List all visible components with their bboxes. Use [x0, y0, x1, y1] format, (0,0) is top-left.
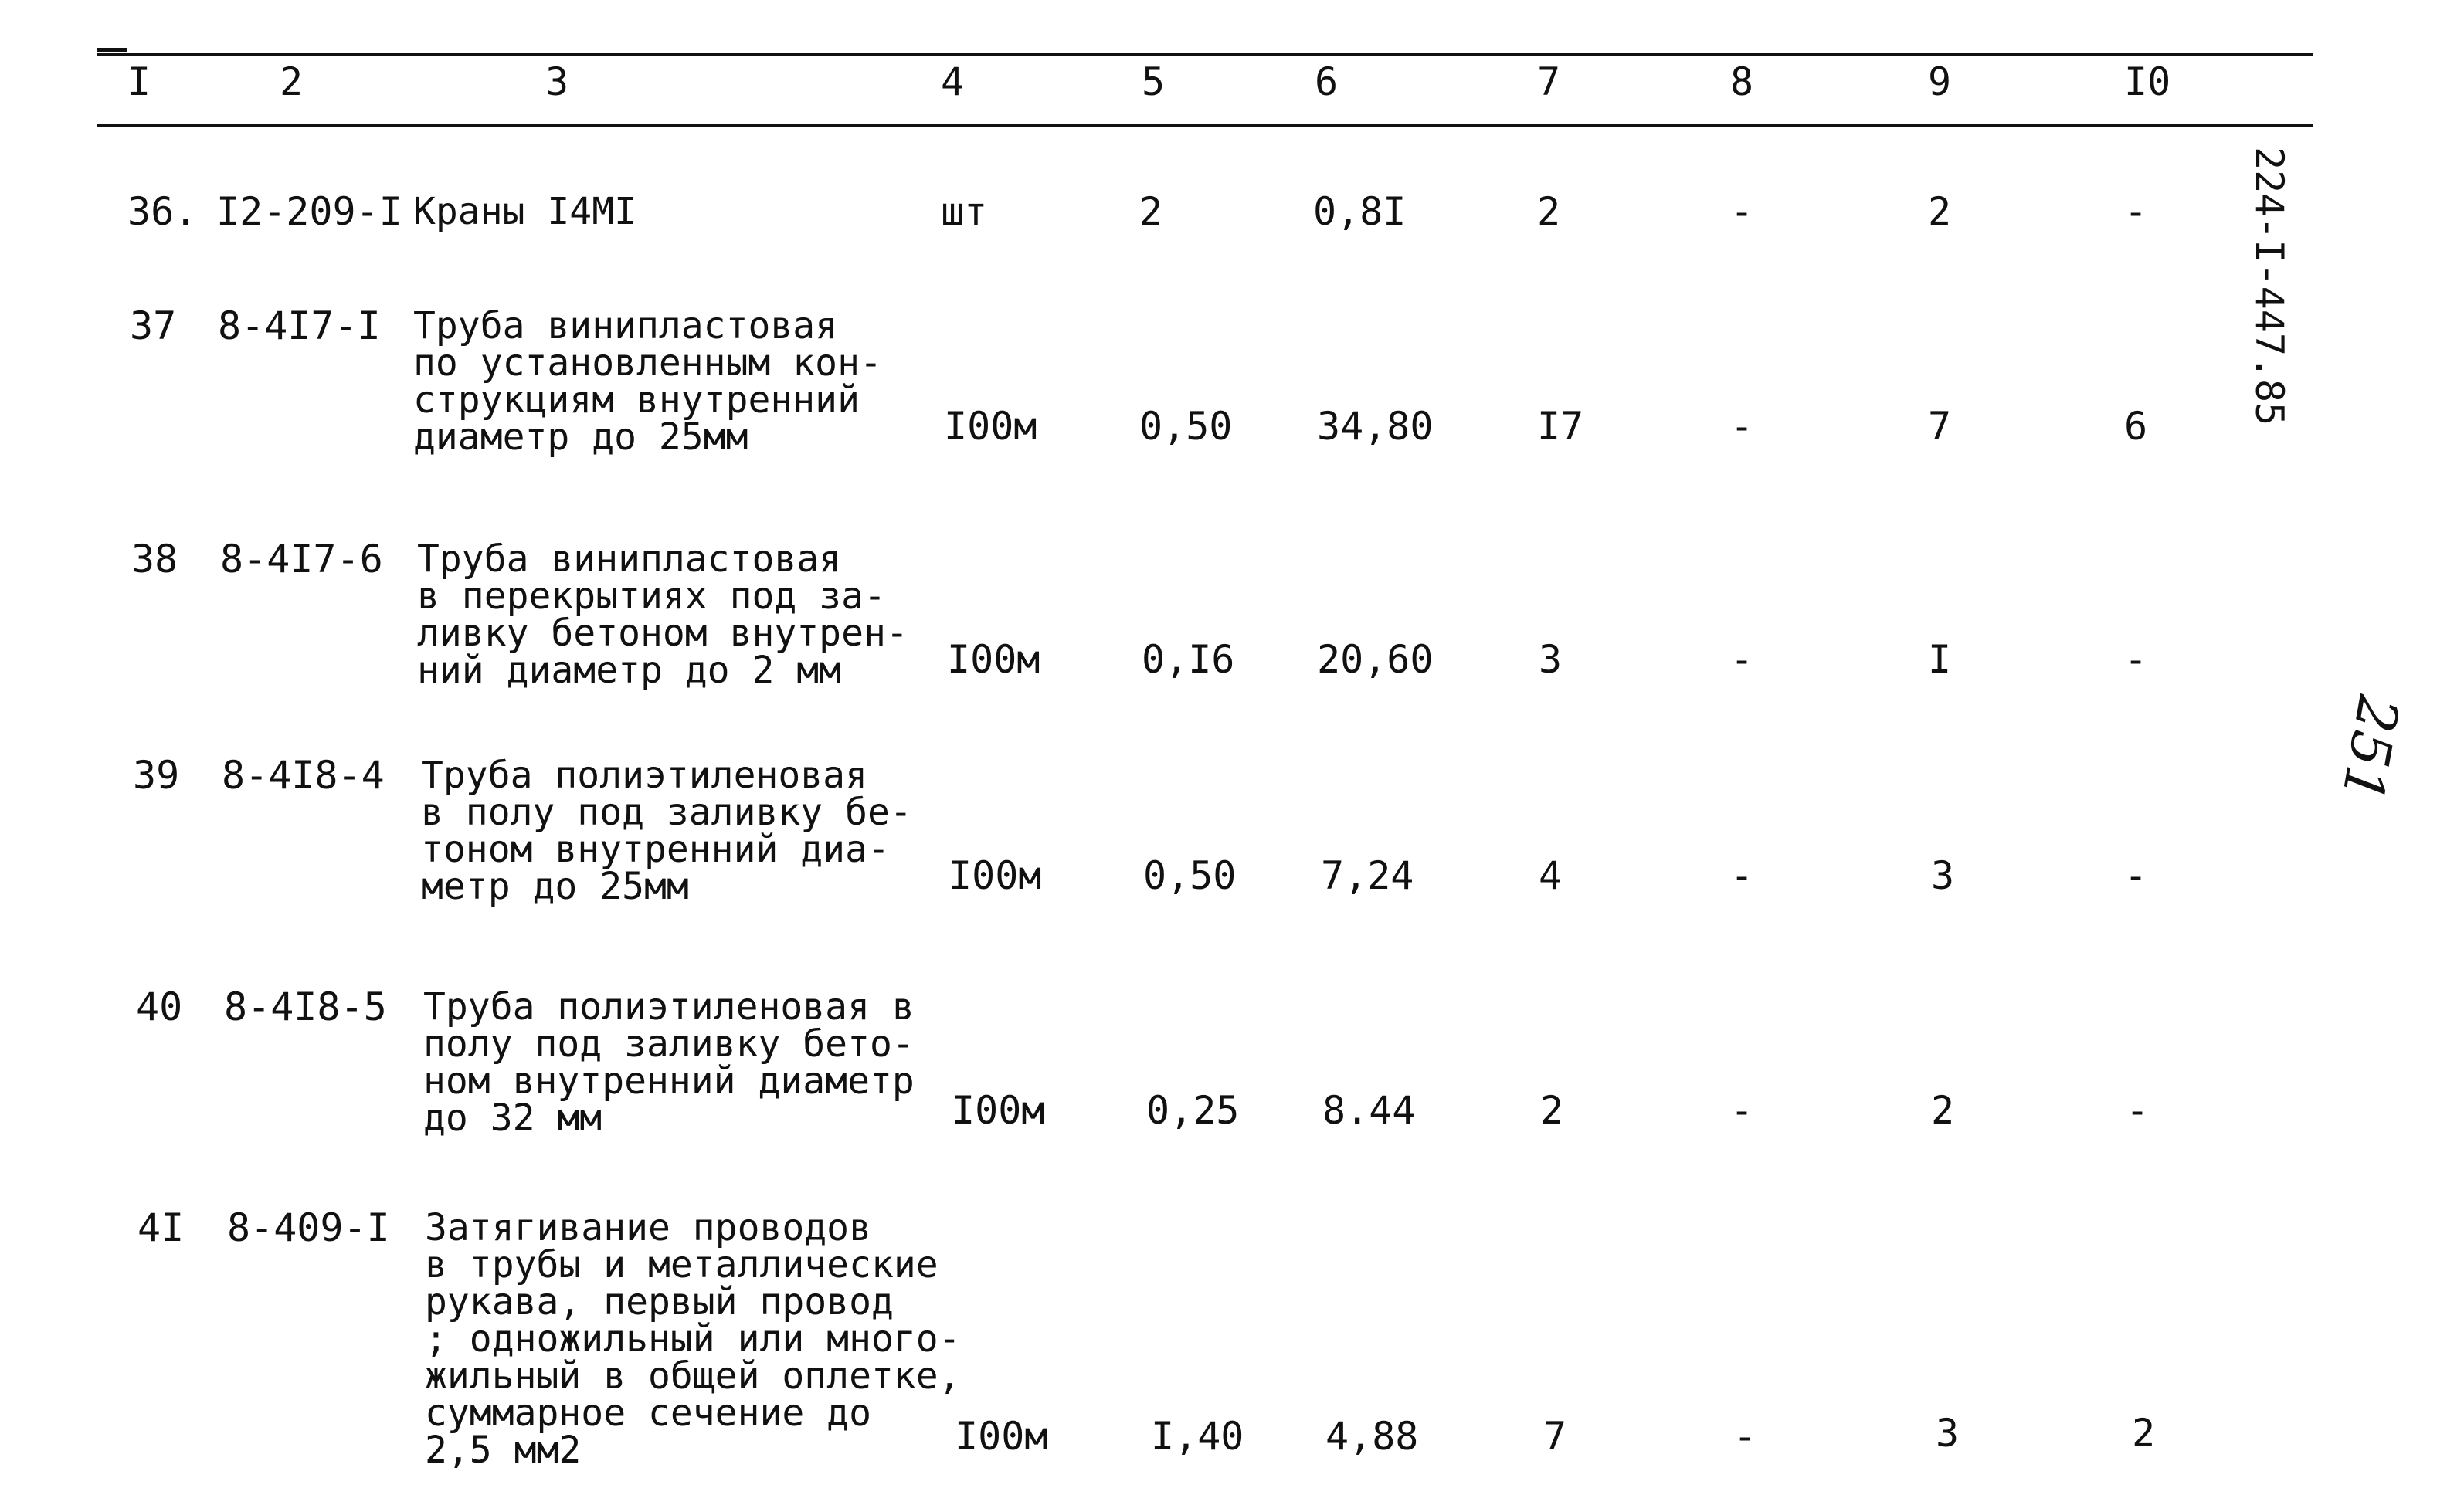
row-code: 8-4I7-I [218, 303, 381, 348]
row-col5: 2 [1139, 189, 1163, 234]
row-code: 8-4I8-5 [224, 985, 387, 1029]
row-code: 8-4I7-6 [220, 537, 383, 581]
description-line: Труба полиэтиленовая в [423, 985, 915, 1029]
description-line: ; одножильный или много- [425, 1317, 961, 1361]
row-col9: 2 [1928, 189, 1952, 234]
row-col7: 2 [1537, 189, 1561, 234]
description-line: в полу под заливку бе- [421, 791, 912, 834]
row-col9: 3 [1931, 853, 1955, 898]
row-col6: 0,8I [1313, 189, 1407, 234]
header-col-5: 5 [1142, 59, 1166, 104]
row-unit: I00м [947, 637, 1040, 682]
row-col6: 8.44 [1322, 1088, 1416, 1133]
description-line: до 32 мм [423, 1097, 602, 1140]
description-line: рукава, первый провод [425, 1280, 894, 1324]
row-col10: 2 [2132, 1411, 2156, 1456]
header-col-7: 7 [1537, 59, 1561, 104]
row-unit: I00м [955, 1414, 1048, 1459]
description-line: диаметр до 25мм [413, 415, 748, 459]
row-col8: - [1730, 1088, 1754, 1133]
row-col8: - [1730, 189, 1754, 234]
description-line: в перекрытиях под за- [417, 575, 886, 618]
row-col6: 34,80 [1317, 404, 1434, 449]
description-line: Труба винипластовая [417, 537, 842, 581]
row-description [413, 304, 882, 459]
description-line: жильный в общей оплетке, [425, 1354, 961, 1398]
header-col-4: 4 [941, 59, 965, 104]
description-line: полу под заливку бето- [423, 1022, 915, 1066]
description-line: струкциям внутренний [413, 378, 860, 422]
row-col6: 4,88 [1325, 1414, 1419, 1459]
description-line: по установленным кон- [413, 341, 882, 385]
row-col10: 6 [2124, 404, 2148, 449]
row-col7: 3 [1539, 637, 1563, 682]
description-line: в трубы и металлические [425, 1243, 938, 1286]
row-code: 8-409-I [227, 1205, 390, 1250]
row-number: 4I [137, 1205, 185, 1250]
document-code: 224-I-447.85 [2247, 147, 2292, 426]
header-col-1: I [127, 59, 151, 104]
row-col8: - [1730, 404, 1754, 449]
row-description [413, 190, 636, 233]
row-col5: 0,50 [1143, 853, 1237, 898]
row-col5: 0,I6 [1142, 637, 1235, 682]
row-col8: - [1730, 853, 1754, 898]
header-top-rule [97, 53, 2313, 56]
row-number: 39 [133, 753, 180, 798]
description-line: Затягивание проводов [425, 1206, 871, 1249]
row-col7: 2 [1540, 1088, 1564, 1133]
row-col6: 7,24 [1321, 853, 1414, 898]
description-line: суммарное сечение до [425, 1391, 871, 1435]
description-line: Труба винипластовая [413, 304, 838, 347]
row-number: 37 [130, 303, 177, 348]
row-description [421, 754, 912, 908]
description-line: Труба полиэтиленовая [421, 754, 867, 797]
header-col-9: 9 [1928, 59, 1952, 104]
row-col8: - [1730, 637, 1754, 682]
row-col9: 2 [1931, 1088, 1955, 1133]
row-col6: 20,60 [1317, 637, 1434, 682]
row-code: 8-4I8-4 [222, 753, 385, 798]
row-unit: шт [941, 189, 988, 234]
header-tick-mark [97, 48, 127, 52]
row-unit: I00м [944, 404, 1037, 449]
row-description [417, 537, 908, 692]
row-col7: 4 [1539, 853, 1563, 898]
row-col7: 7 [1543, 1414, 1567, 1459]
row-unit: I00м [949, 853, 1042, 898]
row-number: 36. [127, 189, 198, 234]
header-col-2: 2 [280, 59, 304, 104]
description-line: ливку бетоном внутрен- [417, 612, 908, 655]
row-code: I2-209-I [216, 189, 402, 234]
row-description [425, 1206, 961, 1472]
header-bottom-rule [97, 124, 2313, 127]
header-col-10: I0 [2124, 59, 2171, 104]
header-col-8: 8 [1730, 59, 1754, 104]
header-col-6: 6 [1315, 59, 1339, 104]
row-number: 40 [136, 985, 183, 1029]
row-col9: I [1928, 637, 1952, 682]
row-col7: I7 [1537, 404, 1584, 449]
row-col10: - [2124, 853, 2148, 898]
description-line: тоном внутренний диа- [421, 828, 890, 871]
description-line: ний диаметр до 2 мм [417, 649, 842, 692]
row-col10: - [2124, 189, 2148, 234]
row-col5: 0,50 [1139, 404, 1233, 449]
header-col-3: 3 [545, 59, 569, 104]
row-col5: 0,25 [1146, 1088, 1240, 1133]
row-col10: - [2126, 1088, 2150, 1133]
description-line: метр до 25мм [421, 865, 689, 908]
description-line: Краны I4МI [413, 190, 636, 233]
row-col10: - [2124, 637, 2148, 682]
description-line: 2,5 мм2 [425, 1429, 582, 1472]
page-number: 251 [2329, 691, 2412, 807]
row-col9: 3 [1936, 1411, 1960, 1456]
row-col5: I,40 [1151, 1414, 1244, 1459]
row-col9: 7 [1928, 404, 1952, 449]
row-description [423, 985, 915, 1140]
row-unit: I00м [952, 1088, 1045, 1133]
description-line: ном внутренний диаметр [423, 1059, 915, 1103]
row-col8: - [1733, 1414, 1757, 1459]
row-number: 38 [131, 537, 178, 581]
